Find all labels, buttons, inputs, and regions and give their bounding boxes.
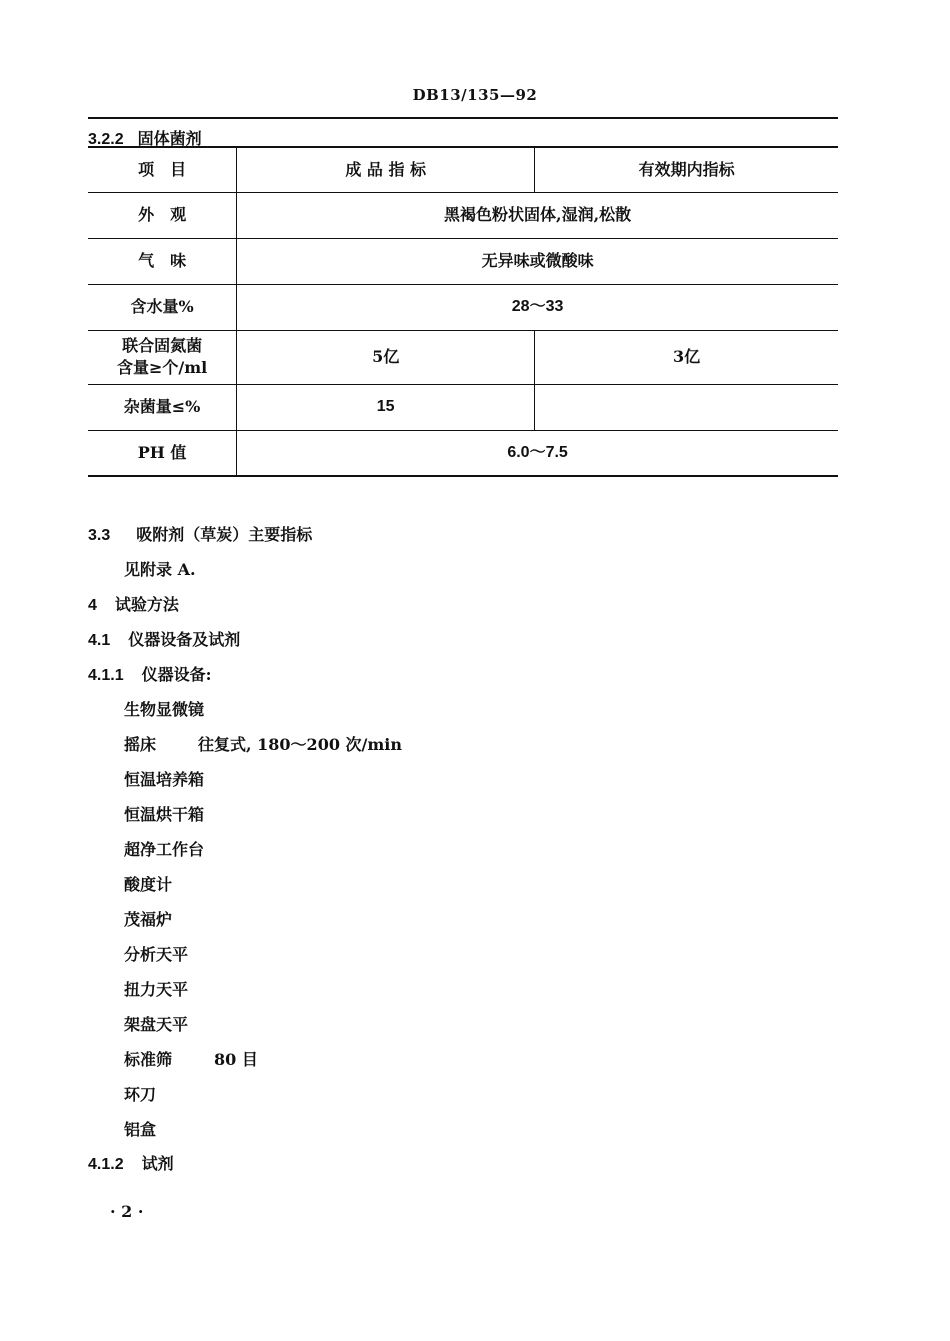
row-item: 杂菌量≤%: [88, 384, 237, 430]
appendix-reference: 见附录 A.: [124, 560, 196, 579]
row-item-line2: 含量≥个/ml: [116, 358, 208, 377]
section-4-1-1-heading: [88, 665, 212, 686]
equipment-item: 恒温培养箱: [124, 770, 205, 789]
header-validity: 有效期内指标: [535, 147, 838, 192]
table-row: [88, 384, 838, 430]
table-row: [88, 284, 838, 330]
equipment-item: 分析天平: [124, 945, 189, 964]
equipment-item: [124, 1050, 258, 1070]
section-title-text: 试剂: [141, 1154, 174, 1173]
header-product: 成 品 指 标: [237, 147, 535, 192]
section-number: 4: [88, 597, 97, 614]
equipment-item: 铝盒: [124, 1120, 157, 1139]
equipment-item: 超净工作台: [124, 840, 205, 859]
section-title-text: 试验方法: [114, 595, 179, 614]
row-product-value: 5亿: [237, 330, 535, 384]
section-number: 3.3: [88, 527, 111, 544]
page-number: · 2 ·: [110, 1202, 144, 1221]
standard-code-header: DB13/135—92: [412, 86, 538, 104]
section-title-text: 吸附剂（草炭）主要指标: [136, 525, 313, 544]
section-title-text: 仪器设备:: [141, 665, 212, 684]
header-rule: [88, 117, 838, 119]
equipment-item: 酸度计: [124, 875, 173, 894]
section-number: 4.1: [88, 632, 111, 649]
row-validity-value: [535, 384, 838, 430]
equipment-spec: 往复式, 180～200 次/min: [198, 735, 403, 754]
row-item: 外 观: [88, 192, 237, 238]
section-number: 3.2.2: [88, 131, 124, 148]
equipment-name: 标准筛: [124, 1050, 173, 1069]
row-item: [88, 330, 237, 384]
row-item: PH 值: [88, 430, 237, 476]
row-item: 气 味: [88, 238, 237, 284]
section-4-1-heading: [88, 630, 240, 651]
equipment-item: 环刀: [124, 1085, 157, 1104]
equipment-item: 恒温烘干箱: [124, 805, 205, 824]
equipment-item: 生物显微镜: [124, 700, 205, 719]
row-item-line1: 联合固氮菌: [122, 336, 203, 355]
section-number: 4.1.1: [88, 667, 124, 684]
section-number: 4.1.2: [88, 1156, 124, 1173]
equipment-item: [124, 735, 402, 755]
spec-table: [88, 146, 838, 477]
table-header-row: [88, 147, 838, 192]
row-value: 28～33: [237, 284, 838, 330]
header-item: 项 目: [88, 147, 237, 192]
section-title-text: 仪器设备及试剂: [128, 630, 241, 649]
section-title-text: 固体菌剂: [137, 129, 202, 148]
section-4-1-2-heading: [88, 1154, 174, 1175]
section-3-3-heading: [88, 525, 312, 546]
row-item: 含水量%: [88, 284, 237, 330]
table-row: [88, 238, 838, 284]
equipment-item: 扭力天平: [124, 980, 189, 999]
equipment-item: 架盘天平: [124, 1015, 189, 1034]
equipment-spec: 80 目: [214, 1050, 258, 1069]
table-row: [88, 430, 838, 476]
section-4-heading: [88, 595, 179, 616]
equipment-name: 摇床: [124, 735, 157, 754]
equipment-item: 茂福炉: [124, 910, 173, 929]
row-value: 无异味或微酸味: [237, 238, 838, 284]
table-row: [88, 192, 838, 238]
table-row: [88, 330, 838, 384]
row-value: 6.0～7.5: [237, 430, 838, 476]
row-product-value: 15: [237, 384, 535, 430]
row-validity-value: 3亿: [535, 330, 838, 384]
row-value: 黑褐色粉状固体,湿润,松散: [237, 192, 838, 238]
